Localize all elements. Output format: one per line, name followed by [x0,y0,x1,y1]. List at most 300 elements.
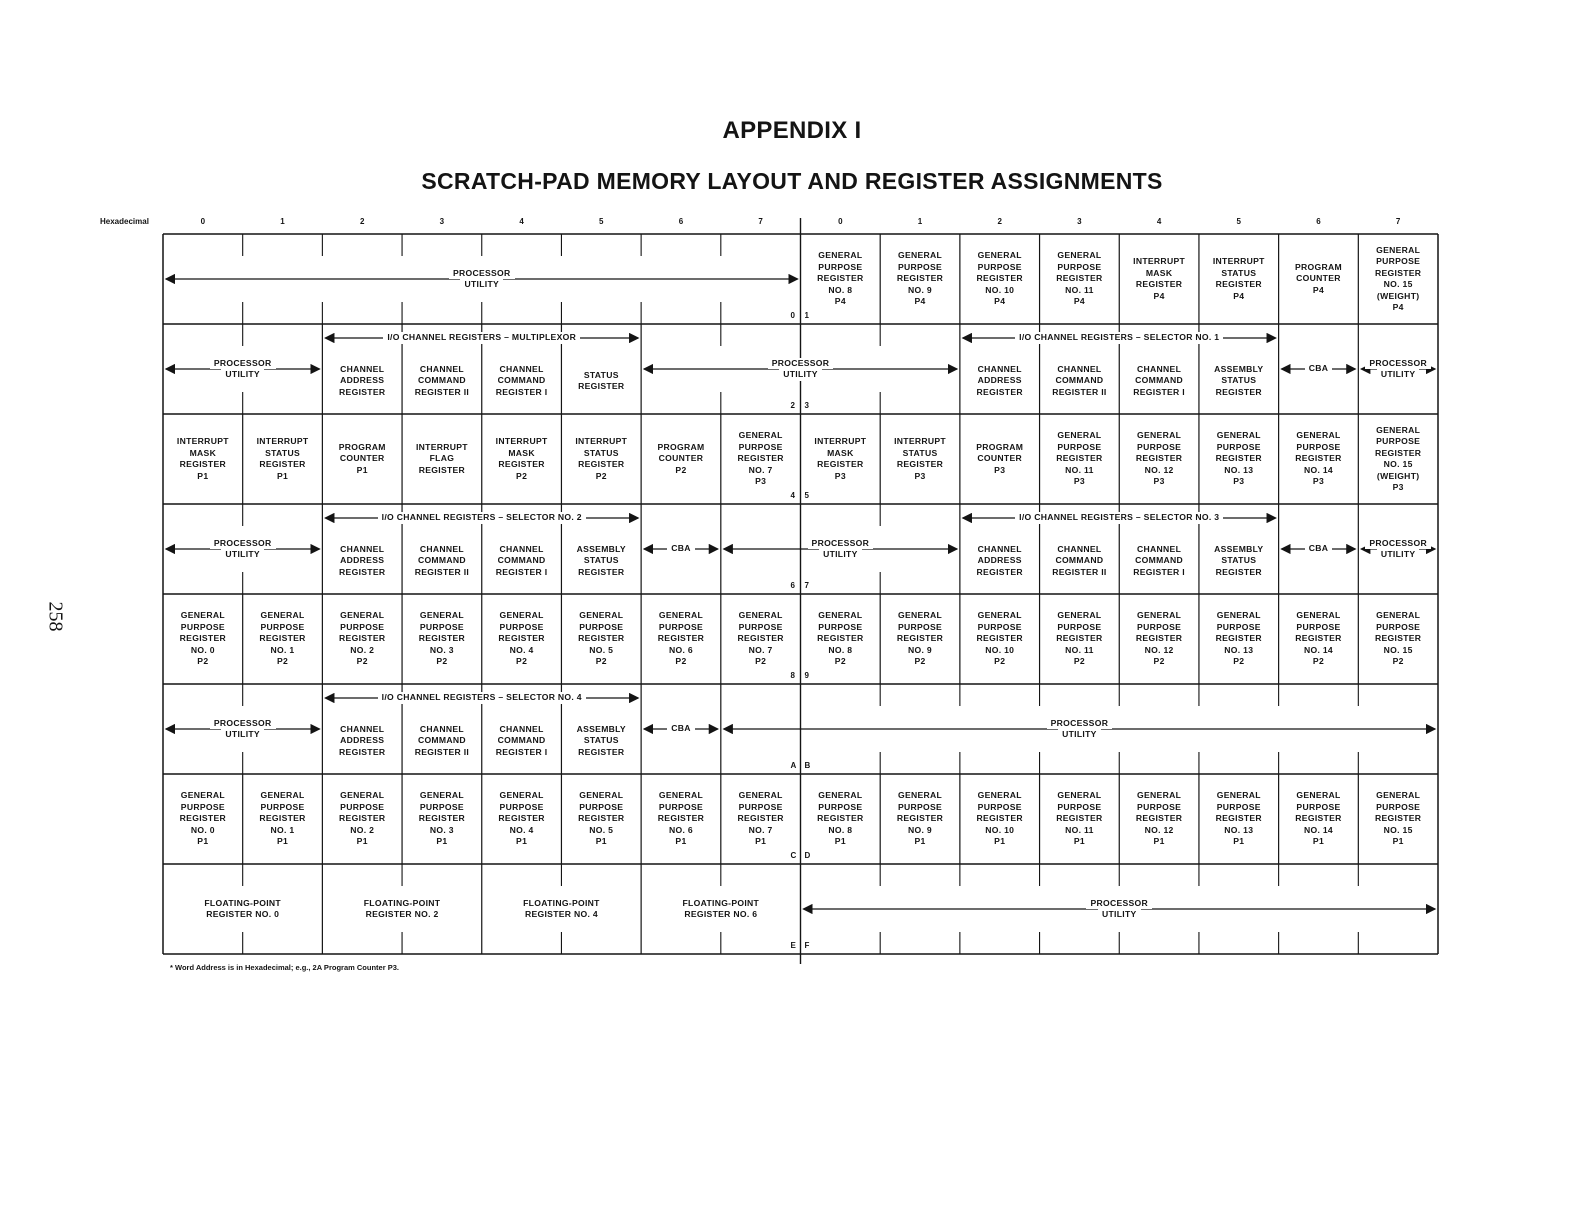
cell-text: GENERAL [977,610,1022,621]
cell-text: P1 [1073,836,1085,847]
processor-utility-span [721,504,960,594]
cell-text: REGISTER [339,566,386,577]
cell-text: GENERAL [1376,424,1421,435]
cell-text: NO. 10 [985,644,1015,655]
hex-column-label: 6 [1316,217,1321,226]
cell-text: STATUS [583,369,619,380]
word-address-left: 4 [790,491,795,500]
hex-column-label: 5 [599,217,604,226]
cell-text: NO. 14 [1303,464,1333,475]
register-cell [801,774,881,864]
cell-text: REGISTER [896,633,944,644]
cell-text: ADDRESS [340,735,385,746]
word-address-left: 8 [790,671,795,680]
cell-text: INTERRUPT [256,436,309,446]
cell-text: REGISTER [817,459,864,469]
cell-text: P2 [994,656,1006,667]
cell-text: P2 [675,656,687,667]
cell-text: CHANNEL [340,543,385,554]
processor-utility-span [163,504,322,594]
cell-text: PURPOSE [1057,621,1102,632]
cell-text: NO. 9 [908,644,932,655]
register-cell [1358,414,1438,504]
cell-text: NO. 5 [589,824,614,835]
cell-text: NO. 14 [1303,644,1333,655]
cell-text: P3 [755,476,767,487]
cell-text: REGISTER [976,273,1023,284]
cell-text: REGISTER [498,459,545,469]
cell-text: ADDRESS [340,555,385,566]
cell-text: REGISTER NO. 4 [524,909,598,919]
register-cell [322,534,402,588]
cell-text: REGISTER [976,633,1023,644]
floating-point-register [322,864,481,954]
register-cell [880,774,960,864]
cell-text: REGISTER [418,633,466,644]
cell-text: CBA [1305,543,1333,555]
cell-text: NO. 4 [509,824,534,835]
cell-text: REGISTER [1374,447,1422,458]
cell-text: CHANNEL [1057,363,1102,374]
cell-text: GENERAL [419,790,464,801]
register-cell [960,354,1040,408]
cell-text: UTILITY [221,369,264,381]
register-cell [402,414,482,504]
cell-text: REGISTER [179,633,227,644]
register-cell [1040,414,1120,504]
cell-text: P2 [914,656,926,667]
register-cell [1199,774,1279,864]
cell-text: REGISTER [1215,813,1262,824]
cell-text: REGISTER [657,813,705,824]
cell-text: NO. 8 [828,644,853,655]
cell-text: REGISTER [179,813,227,824]
cell-text: INTERRUPT [894,436,946,446]
register-cell [1040,354,1120,408]
cell-text: UTILITY [221,729,264,741]
cell-text: P1 [994,836,1006,847]
cell-text: INTERRUPT [415,441,468,452]
cell-text: REGISTER [1135,453,1183,464]
cell-text: UTILITY [460,279,503,291]
cell-text: STATUS [583,555,619,566]
cell-text: INTERRUPT [814,436,867,446]
register-cell [1279,414,1359,504]
cell-text: ASSEMBLY [1214,543,1264,554]
cell-text: PROGRAM [338,441,386,452]
hex-column-label: 1 [917,217,923,226]
cell-text: REGISTER II [414,386,470,397]
cell-text: PROCESSOR [768,358,834,370]
processor-utility-span [163,324,322,414]
cell-text: GENERAL [658,790,704,801]
cell-text: PURPOSE [738,621,783,632]
register-cell [1040,534,1120,588]
cell-text: PURPOSE [818,261,863,272]
cell-text: NO. 6 [668,644,693,655]
cell-text: GENERAL [1137,610,1182,621]
hex-column-label: 1 [280,217,285,226]
hex-axis-label: Hexadecimal [100,217,149,226]
cell-text: PURPOSE [579,621,624,632]
word-address-right: B [804,761,811,770]
hex-column-label: 0 [200,217,206,226]
cell-text: REGISTER [976,566,1023,577]
cell-text: PURPOSE [499,621,544,632]
cell-text: FLOATING-POINT [682,897,760,908]
word-address-left: 6 [790,581,795,590]
cell-text: NO. 12 [1144,464,1174,475]
register-cell [402,354,482,408]
cell-text: P4 [834,296,846,307]
cell-text: NO. 8 [828,824,853,835]
register-cell [1119,594,1199,684]
cell-text: P1 [1233,836,1245,847]
cell-text: REGISTER [418,464,466,475]
cell-text: NO. 15 [1383,644,1413,655]
cell-text: CHANNEL [1057,543,1102,554]
cell-text: ADDRESS [977,555,1022,566]
cell-text: PURPOSE [1296,801,1341,812]
cell-text: PURPOSE [180,621,225,632]
cell-text: COUNTER [977,453,1023,464]
cba-cell [1279,324,1359,414]
cell-text: PURPOSE [419,801,464,812]
register-cell [163,594,243,684]
cell-text: REGISTER II [414,566,470,577]
cell-text: PURPOSE [977,621,1022,632]
register-cell [561,534,641,588]
cell-text: GENERAL [1296,610,1341,621]
cell-text: I/O CHANNEL REGISTERS – SELECTOR NO. 1 [1015,332,1223,344]
register-cell [960,594,1040,684]
cell-text: UTILITY [819,549,862,561]
cell-text: REGISTER [578,566,625,577]
cell-text: GENERAL [1216,610,1261,621]
cell-text: REGISTER [339,813,386,824]
cell-text: P4 [1312,284,1325,295]
register-cell [1040,774,1120,864]
cell-text: P2 [1392,656,1404,667]
cell-text: P1 [197,836,209,847]
cell-text: P3 [1073,476,1085,487]
cell-text: P1 [675,836,687,847]
hex-column-label: 2 [997,217,1002,226]
cell-text: NO. 3 [429,824,454,835]
cell-text: COMMAND [1135,375,1184,386]
register-cell [801,594,881,684]
cell-text: REGISTER [896,459,944,469]
register-cell [322,354,402,408]
cell-text: REGISTER NO. 0 [206,909,280,919]
cell-text: GENERAL [818,790,863,801]
cell-text: NO. 2 [350,824,375,835]
cell-text: P1 [1153,836,1165,847]
cell-text: REGISTER [1056,813,1103,824]
cell-text: PURPOSE [977,801,1022,812]
cell-text: P2 [276,656,289,667]
cell-text: PURPOSE [419,621,464,632]
cell-text: GENERAL [1216,790,1261,801]
register-cell [482,414,562,504]
cell-text: P2 [834,656,846,667]
register-cell [1040,594,1120,684]
cell-text: P3 [914,470,926,481]
cell-text: STATUS [902,447,938,458]
register-cell [322,414,402,504]
register-cell [163,414,243,504]
cell-text: P2 [1312,656,1325,667]
cell-text: GENERAL [1376,790,1421,801]
cell-text: REGISTER [1215,279,1262,289]
cell-text: NO. 7 [748,644,773,655]
cell-text: CHANNEL [499,363,544,374]
cell-text: CHANNEL [340,723,385,734]
cell-text: NO. 13 [1224,464,1254,475]
cell-text: P1 [834,836,846,847]
cell-text: PROCESSOR [808,538,874,550]
cell-text: NO. 7 [748,824,773,835]
register-cell [1119,234,1199,324]
cell-text: NO. 0 [190,644,215,655]
cell-text: PROCESSOR [1047,718,1113,730]
cell-text: CHANNEL [1137,363,1182,374]
cell-text: PROCESSOR [210,358,276,370]
cell-text: PROGRAM [976,441,1024,452]
cell-text: NO. 13 [1224,824,1254,835]
word-address-right: 1 [804,311,809,320]
register-cell [1279,234,1359,324]
cell-text: REGISTER [1215,633,1262,644]
register-cell [801,234,881,324]
cell-text: P2 [675,464,687,475]
register-cell [561,354,641,408]
cell-text: REGISTER [976,813,1023,824]
hex-column-label: 5 [1236,217,1241,226]
cell-text: REGISTER [976,386,1023,397]
cell-text: REGISTER [817,273,864,284]
cell-text: MASK [1145,267,1173,278]
register-cell [880,234,960,324]
cell-text: P3 [1233,476,1245,487]
cell-text: I/O CHANNEL REGISTERS – MULTIPLEXOR [383,332,580,344]
appendix-title: APPENDIX I [722,117,862,144]
cell-text: COMMAND [497,555,546,566]
page-number: 258 [44,601,67,632]
cell-text: PURPOSE [897,801,943,812]
cell-text: REGISTER [896,273,944,284]
cell-text: REGISTER [578,813,625,824]
register-cell [880,594,960,684]
io-channel-group-label [960,330,1279,346]
cell-text: PROCESSOR [210,718,276,730]
cell-text: MASK [508,447,535,458]
cell-text: NO. 10 [985,284,1015,295]
cell-text: INTERRUPT [176,436,229,446]
cell-text: NO. 15 [1383,279,1413,289]
cell-text: PROCESSOR [210,538,276,550]
cell-text: P1 [356,464,368,475]
cell-text: MASK [189,447,217,458]
cell-text: CHANNEL [977,363,1022,374]
cell-text: REGISTER [1135,813,1183,824]
cell-text: REGISTER [1295,813,1342,824]
cell-text: NO. 12 [1144,644,1174,655]
cell-text: INTERRUPT [1133,256,1186,266]
register-cell [1279,594,1359,684]
cell-text: PURPOSE [1216,441,1261,452]
cell-text: COMMAND [1055,555,1104,566]
cell-text: GENERAL [579,610,624,621]
cell-text: PROGRAM [1294,261,1342,272]
cell-text: GENERAL [1296,790,1341,801]
cell-text: COMMAND [417,375,466,386]
cell-text: REGISTER [1215,566,1262,577]
cell-text: PURPOSE [340,621,385,632]
cell-text: GENERAL [897,250,943,261]
register-cell [561,594,641,684]
register-cell [1199,234,1279,324]
cell-text: REGISTER [1135,279,1183,289]
cell-text: GENERAL [340,610,385,621]
cell-text: CHANNEL [419,723,464,734]
cell-text: PROGRAM [657,441,705,452]
cell-text: ASSEMBLY [576,543,626,554]
cell-text: REGISTER [1056,453,1103,464]
register-cell [561,414,641,504]
register-cell [1119,534,1199,588]
cell-text: REGISTER [817,813,864,824]
cell-text: NO. 2 [350,644,375,655]
register-cell [482,774,562,864]
cell-text: PURPOSE [1137,801,1182,812]
register-cell [322,594,402,684]
cell-text: GENERAL [1057,610,1102,621]
cell-text: GENERAL [579,790,624,801]
hex-column-label: 3 [1077,217,1082,226]
cell-text: PURPOSE [1137,441,1182,452]
cell-text: CHANNEL [499,723,544,734]
cell-text: P2 [436,656,448,667]
cell-text: P4 [1392,302,1404,312]
word-address-right: 9 [804,671,809,680]
cell-text: PURPOSE [1057,441,1102,452]
register-cell [482,714,562,768]
cell-text: REGISTER [339,386,386,397]
cell-text: GENERAL [897,610,943,621]
cell-text: P3 [1392,482,1404,492]
cell-text: REGISTER [578,381,625,391]
cell-text: REGISTER I [1133,566,1185,577]
cell-text: NO. 4 [509,644,534,655]
register-cell [243,414,323,504]
cell-text: NO. 3 [429,644,454,655]
hex-column-label: 4 [1156,217,1162,226]
cell-text: COMMAND [497,375,546,386]
cell-text: P2 [1153,656,1165,667]
cell-text: P2 [356,656,368,667]
cell-text: REGISTER I [495,746,548,757]
cell-text: REGISTER [339,633,386,644]
cell-text: P1 [197,470,209,481]
cell-text: REGISTER [1374,813,1422,824]
cell-text: GENERAL [1057,250,1102,261]
io-channel-group-label [322,690,641,706]
cell-text: REGISTER [259,813,306,824]
cell-text: PURPOSE [1296,441,1341,452]
cell-text: STATUS [1221,555,1257,566]
word-address-left: 2 [790,401,795,410]
cell-text: FLOATING-POINT [363,897,441,908]
cell-text: INTERRUPT [1212,256,1265,266]
word-address-right: 5 [804,491,809,500]
hex-column-label: 6 [678,217,684,226]
cell-text: REGISTER [737,633,784,644]
cell-text: P3 [994,464,1006,475]
register-cell [482,354,562,408]
cell-text: UTILITY [221,549,264,561]
cell-text: PURPOSE [1216,621,1261,632]
register-cell [721,774,801,864]
register-cell [1279,774,1359,864]
cell-text: P2 [197,656,209,667]
cell-text: P1 [755,836,767,847]
cell-text: ASSEMBLY [1214,363,1264,374]
register-cell [1199,594,1279,684]
cell-text: NO. 1 [270,824,295,835]
cell-text: FLOATING-POINT [523,897,600,908]
cell-text: NO. 11 [1065,644,1094,655]
cell-text: P2 [516,656,528,667]
word-address-left: A [790,761,797,770]
cell-text: REGISTER [1374,633,1422,644]
cell-text: REGISTER [896,813,944,824]
cell-text: GENERAL [499,790,544,801]
cell-text: REGISTER [1215,386,1262,397]
cell-text: PURPOSE [1137,621,1182,632]
register-cell [561,714,641,768]
cell-text: (WEIGHT) [1376,290,1420,301]
register-cell [1040,234,1120,324]
cell-text: REGISTER [339,746,386,757]
cell-text: MASK [827,447,854,458]
cell-text: P2 [595,470,607,481]
cell-text: REGISTER I [495,566,548,577]
cell-text: P1 [516,836,528,847]
cell-text: P1 [356,836,368,847]
cell-text: P3 [834,470,846,481]
word-address-left: C [790,851,797,860]
register-cell [1358,234,1438,324]
cell-text: STATUS [583,735,619,746]
cell-text: CHANNEL [340,363,385,374]
cell-text: NO. 1 [270,644,295,655]
register-cell [1199,534,1279,588]
cell-text: PURPOSE [658,801,704,812]
page-title: SCRATCH-PAD MEMORY LAYOUT AND REGISTER ASSIGNMENTS [421,168,1163,194]
cell-text: PURPOSE [1296,621,1341,632]
cell-text: GENERAL [1057,790,1102,801]
cell-text: PURPOSE [1376,436,1421,446]
hex-column-label: 0 [838,217,843,226]
cell-text: NO. 11 [1065,464,1094,475]
cba-cell [641,504,721,594]
processor-utility-span [1358,324,1438,414]
cell-text: P1 [1312,836,1325,847]
register-cell [322,774,402,864]
cell-text: REGISTER [1374,267,1422,278]
register-cell [960,774,1040,864]
